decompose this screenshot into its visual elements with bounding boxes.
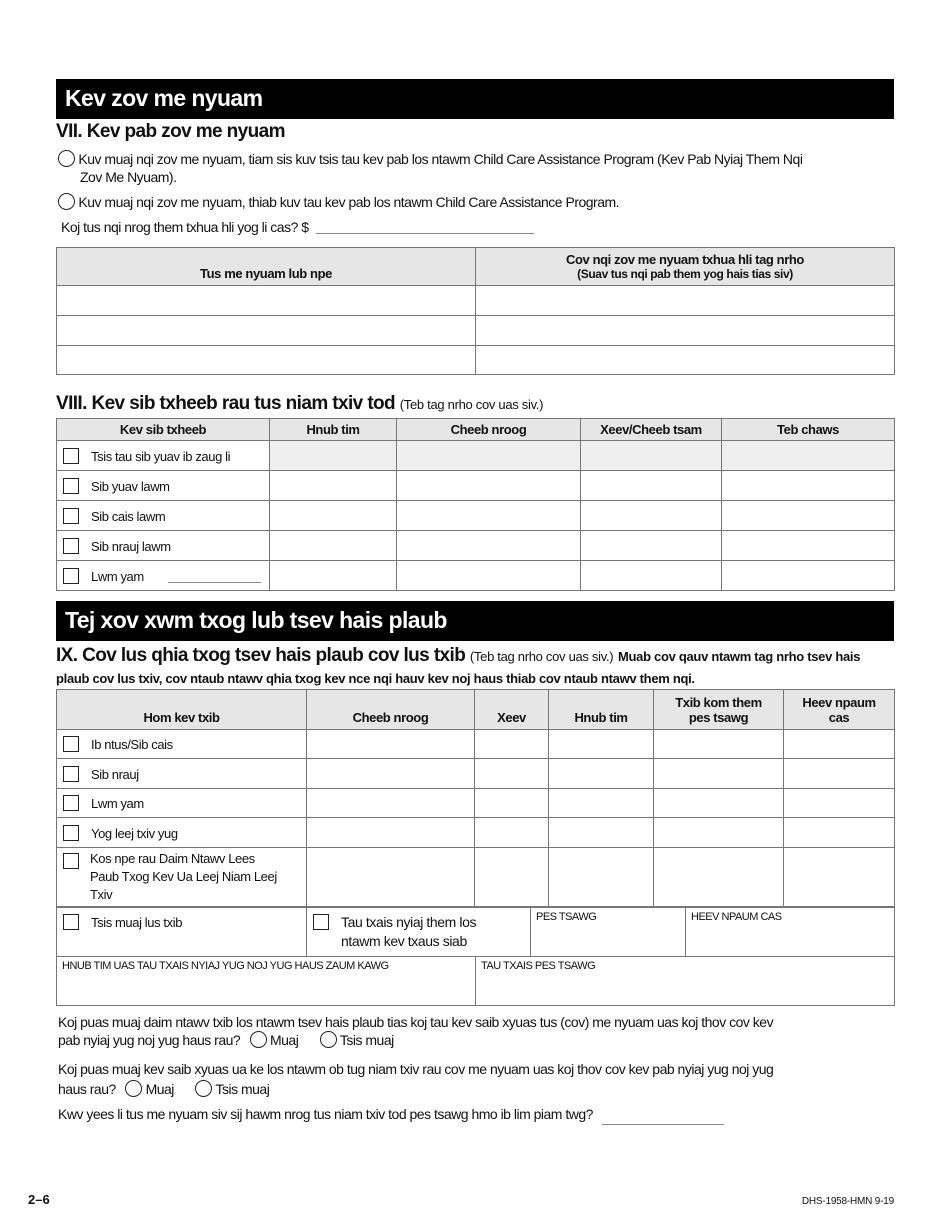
country-cell: [722, 441, 895, 471]
q1-yes-label: Muaj: [269, 1032, 299, 1048]
relationship-label: Lwm yam: [91, 568, 144, 584]
order-row: [57, 848, 307, 907]
amount-received-label: TAU TXAIS PES TSAWG: [481, 960, 596, 972]
date-cell: [270, 441, 397, 471]
state-cell: [581, 441, 722, 471]
cell[interactable]: [654, 759, 784, 789]
section-banner-child-care: Kev zov me nyuam: [56, 79, 894, 119]
cell[interactable]: [654, 818, 784, 848]
cell[interactable]: [307, 759, 475, 789]
relationship-row: [57, 561, 270, 591]
county-cell: [397, 441, 581, 471]
state-cell[interactable]: [581, 531, 722, 561]
col-monthly-cost-line2: (Suav tus nqi pab them yog hais tias siv): [577, 266, 793, 281]
cell[interactable]: [475, 730, 549, 759]
section-9-title: [56, 645, 896, 689]
question-2-line2: haus rau?: [58, 1081, 116, 1097]
county-cell[interactable]: [397, 501, 581, 531]
section-7-title: VII. Kev pab zov me nyuam: [56, 121, 285, 142]
option-2-label: Kuv muaj nqi zov me nyuam, thiab kuv tau kev pab los ntawm Child Care Assistance Program.: [78, 194, 620, 210]
order-label-line3: Txiv: [90, 887, 113, 902]
q1-no-label: Tsis muaj: [339, 1032, 394, 1048]
relationship-label: Sib nrauj lawm: [91, 538, 171, 554]
cell[interactable]: [549, 759, 654, 789]
county-cell[interactable]: [397, 471, 581, 501]
child-name-cell[interactable]: [57, 316, 476, 346]
monthly-cost-field[interactable]: [316, 233, 534, 234]
order-row: [57, 818, 307, 848]
country-cell[interactable]: [722, 471, 895, 501]
country-cell[interactable]: [722, 531, 895, 561]
col-order-type: Hom kev txib: [57, 690, 307, 730]
col-ordered-amount: [654, 690, 784, 730]
order-label: Yog leej txiv yug: [91, 825, 178, 841]
cell[interactable]: [549, 818, 654, 848]
col-child-name: Tus me nyuam lub npe: [57, 248, 476, 286]
voluntary-payment-table: [56, 907, 895, 957]
frequency-cell[interactable]: [686, 908, 895, 957]
page-number: 2–6: [28, 1192, 50, 1207]
nights-per-week-field[interactable]: [602, 1124, 724, 1125]
cell[interactable]: [475, 789, 549, 818]
question-3: [58, 1105, 724, 1125]
voluntary-payment-checkbox[interactable]: [313, 914, 329, 930]
child-name-cell[interactable]: [57, 346, 476, 375]
cell[interactable]: [307, 818, 475, 848]
cell[interactable]: [307, 789, 475, 818]
section-banner-court: Tej xov xwm txog lub tsev hais plaub: [56, 601, 894, 641]
q2-yes-label: Muaj: [145, 1081, 174, 1097]
relationship-label: Sib cais lawm: [91, 508, 166, 524]
voluntary-payment-cell: [307, 908, 531, 957]
col-monthly-cost-line1: Cov nqi zov me nyuam txhua hli tag nrho: [566, 251, 804, 267]
question-2-line1: Koj puas muaj kev saib xyuas ua ke los ntawm ob tug niam txiv rau cov me nyuam uas koj thov cov kev pab nyiaj yug noj yug: [58, 1061, 774, 1077]
cell[interactable]: [549, 848, 654, 907]
relationship-row: [57, 471, 270, 501]
voluntary-payment-label-line2: ntawm kev txaus siab: [341, 933, 467, 949]
other-order-checkbox[interactable]: [63, 795, 79, 811]
cell[interactable]: [784, 759, 895, 789]
married-checkbox[interactable]: [63, 478, 79, 494]
option-1-label-line2: Zov Me Nyuam).: [80, 169, 177, 185]
state-cell[interactable]: [581, 471, 722, 501]
order-label-line1: Kos npe rau Daim Ntawv Lees: [90, 851, 255, 866]
col-country: Teb chaws: [722, 419, 895, 441]
country-cell[interactable]: [722, 501, 895, 531]
cell[interactable]: [475, 818, 549, 848]
last-payment-date-label: HNUB TIM UAS TAU TXAIS NYIAJ YUG NOJ YUG HAUS ZAUM KAWG: [62, 960, 389, 972]
voluntary-payment-label-line1: Tau txais nyiaj them los: [341, 914, 477, 930]
temporary-checkbox[interactable]: [63, 736, 79, 752]
relationship-label: Sib yuav lawm: [91, 478, 170, 494]
cell[interactable]: [307, 848, 475, 907]
col-ordered-amount-line1: Txib kom them: [675, 694, 762, 710]
col-ordered-amount-line2: pes tsawg: [688, 709, 749, 725]
child-cost-cell[interactable]: [476, 346, 895, 375]
cell[interactable]: [784, 789, 895, 818]
child-name-cell[interactable]: [57, 286, 476, 316]
question-2: [58, 1059, 894, 1099]
form-number: DHS-1958-HMN 9-19: [801, 1196, 894, 1207]
option-1-row: [58, 150, 894, 186]
no-order-row: [57, 908, 307, 957]
relationship-table: [56, 418, 895, 591]
section-9-bold-note-line1: Muab cov qauv ntawm tag nrho tsev hais: [618, 649, 861, 664]
cell[interactable]: [475, 848, 549, 907]
state-cell[interactable]: [581, 501, 722, 531]
col-frequency: [784, 690, 895, 730]
divorced-checkbox[interactable]: [63, 538, 79, 554]
separated-checkbox[interactable]: [63, 508, 79, 524]
relationship-row: [57, 441, 270, 471]
option-2-radio[interactable]: [58, 193, 75, 210]
cell[interactable]: [307, 730, 475, 759]
col-county: Cheeb nroog: [397, 419, 581, 441]
order-label: Sib nrauj: [91, 766, 139, 782]
section-9-bold-note-line2: plaub cov lus txiv, cov ntaub ntawv qhia txog kev nce nqi hauv kev noj haus thiab cov ntaub ntawv them nqi.: [56, 671, 695, 686]
monthly-cost-question: Koj tus nqi nrog them txhua hli yog li cas? $: [61, 219, 309, 235]
child-cost-cell[interactable]: [476, 316, 895, 346]
question-1-line1: Koj puas muaj daim ntawv txib los ntawm tsev hais plaub tias koj tau kev saib xyuas tus (cov) me nyuam uas koj thov cov kev: [58, 1014, 774, 1030]
question-3-text: Kwv yees li tus me nyuam siv sij hawm nrog tus niam txiv tod pes tsawg hmo ib lim piam twg?: [58, 1106, 593, 1122]
q2-no-label: Tsis muaj: [215, 1081, 270, 1097]
cell[interactable]: [654, 789, 784, 818]
order-row: [57, 789, 307, 818]
question-1-line2: pab nyiaj yug noj yug haus rau?: [58, 1032, 241, 1048]
order-label-line2: Paub Txog Kev Ua Leej Niam Leej: [90, 869, 277, 884]
col-relationship: Kev sib txheeb: [57, 419, 270, 441]
section-9-title-text: IX. Cov lus qhia txog tsev hais plaub cov lus txib: [56, 645, 466, 666]
other-specify-field[interactable]: [168, 582, 261, 583]
col-frequency-line1: Heev npaum: [802, 694, 876, 710]
q2-no-radio[interactable]: [195, 1080, 212, 1097]
state-cell[interactable]: [581, 561, 722, 591]
child-care-table: [56, 247, 895, 375]
option-1-radio[interactable]: [58, 150, 75, 167]
cell[interactable]: [784, 730, 895, 759]
child-cost-cell[interactable]: [476, 286, 895, 316]
no-order-label: Tsis muaj lus txib: [91, 915, 183, 930]
cell[interactable]: [784, 848, 895, 907]
col-date: Hnub tim: [270, 419, 397, 441]
amount-received-cell[interactable]: [476, 957, 895, 1006]
q1-yes-radio[interactable]: [250, 1031, 267, 1048]
relationship-row: [57, 501, 270, 531]
question-1: [58, 1013, 894, 1049]
option-1-label-line1: Kuv muaj nqi zov me nyuam, tiam sis kuv tsis tau kev pab los ntawm Child Care Assistance Program (Kev Pab Nyiaj Them Nqi: [78, 151, 803, 167]
col-date: Hnub tim: [549, 690, 654, 730]
section-8-title: [56, 393, 543, 415]
col-monthly-cost: [476, 248, 895, 286]
col-frequency-line2: cas: [828, 709, 850, 725]
col-county: Cheeb nroog: [307, 690, 475, 730]
order-label: Ib ntus/Sib cais: [91, 737, 173, 752]
q2-yes-radio[interactable]: [125, 1080, 142, 1097]
paternity-checkbox[interactable]: [63, 825, 79, 841]
col-state: Xeev: [475, 690, 549, 730]
amount-cell[interactable]: [531, 908, 686, 957]
monthly-cost-row: [61, 218, 534, 236]
cell[interactable]: [475, 759, 549, 789]
order-row: [57, 759, 307, 789]
county-cell[interactable]: [397, 561, 581, 591]
order-label: Lwm yam: [91, 796, 144, 811]
date-cell[interactable]: [270, 561, 397, 591]
q1-no-radio[interactable]: [320, 1031, 337, 1048]
date-cell[interactable]: [270, 501, 397, 531]
date-cell[interactable]: [270, 531, 397, 561]
divorce-checkbox[interactable]: [63, 766, 79, 782]
county-cell[interactable]: [397, 531, 581, 561]
frequency-label: HEEV NPAUM CAS: [691, 911, 782, 923]
option-2-row: [58, 193, 619, 211]
other-checkbox[interactable]: [63, 568, 79, 584]
date-cell[interactable]: [270, 471, 397, 501]
cell[interactable]: [654, 730, 784, 759]
cell[interactable]: [784, 818, 895, 848]
order-row: [57, 730, 307, 759]
relationship-label: Tsis tau sib yuav ib zaug li: [91, 448, 231, 464]
cell[interactable]: [549, 730, 654, 759]
acknowledgment-checkbox[interactable]: [63, 853, 79, 869]
country-cell[interactable]: [722, 561, 895, 591]
question-2-line2-row: [58, 1079, 894, 1099]
court-order-table: [56, 689, 895, 907]
section-9-note: (Teb tag nrho cov uas siv.): [469, 649, 614, 664]
relationship-row: [57, 531, 270, 561]
section-8-note: (Teb tag nrho cov uas siv.): [399, 397, 544, 412]
never-married-checkbox[interactable]: [63, 448, 79, 464]
cell[interactable]: [549, 789, 654, 818]
amount-label: PES TSAWG: [536, 911, 597, 923]
cell[interactable]: [654, 848, 784, 907]
last-payment-date-cell[interactable]: [57, 957, 476, 1006]
no-order-checkbox[interactable]: [63, 914, 79, 930]
last-payment-table: [56, 956, 895, 1006]
col-state: Xeev/Cheeb tsam: [581, 419, 722, 441]
section-8-title-text: VIII. Kev sib txheeb rau tus niam txiv tod: [56, 393, 396, 414]
question-1-line2-row: [58, 1031, 894, 1049]
